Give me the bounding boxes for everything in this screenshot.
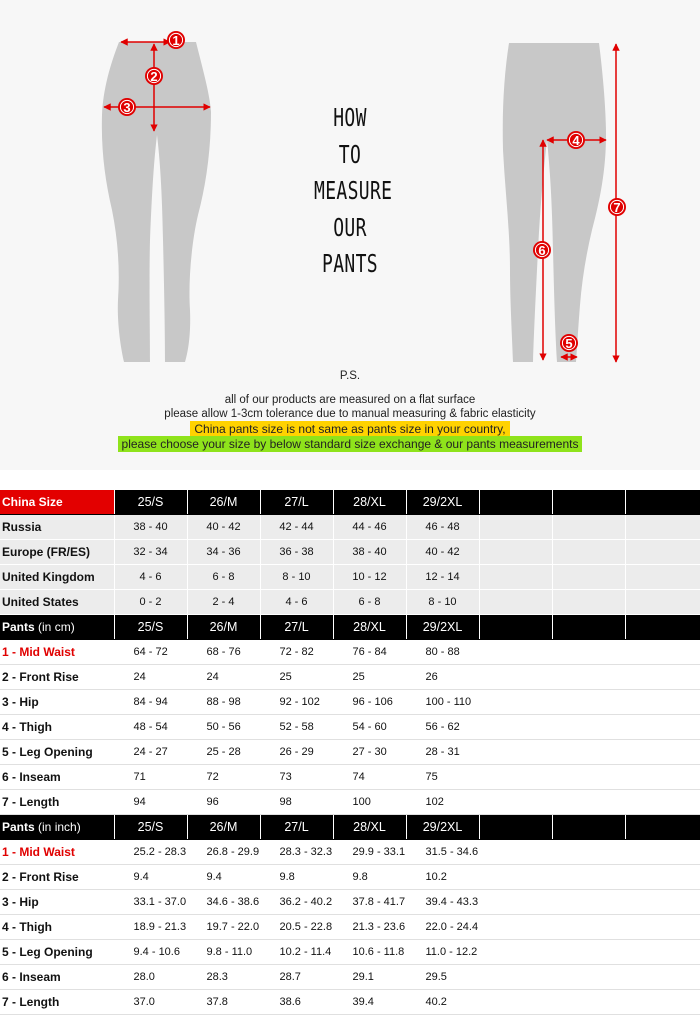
empty-cell — [552, 540, 625, 565]
empty-cell — [479, 940, 552, 965]
empty-cell — [552, 865, 625, 890]
empty-cell — [625, 565, 700, 590]
size-column-header: 27/L — [260, 490, 333, 515]
size-column-header: 27/L — [260, 815, 333, 840]
size-value-cell: 54 - 60 — [333, 715, 406, 740]
row-label: 3 - Hip — [0, 690, 114, 715]
table-row — [0, 915, 700, 940]
size-value-cell: 36 - 38 — [260, 540, 333, 565]
row-label: United States — [0, 590, 114, 615]
size-value-cell: 10.6 - 11.8 — [333, 940, 406, 965]
empty-cell — [479, 840, 552, 865]
size-value-cell: 44 - 46 — [333, 515, 406, 540]
row-label: 7 - Length — [0, 990, 114, 1015]
empty-cell — [479, 865, 552, 890]
row-label: 7 - Length — [0, 790, 114, 815]
size-value-cell: 27 - 30 — [333, 740, 406, 765]
size-value-cell: 26 — [406, 665, 479, 690]
empty-header-cell — [552, 490, 625, 515]
row-label: 2 - Front Rise — [0, 865, 114, 890]
table-row — [0, 840, 700, 865]
empty-cell — [552, 990, 625, 1015]
empty-cell — [479, 915, 552, 940]
size-value-cell: 28.3 - 32.3 — [260, 840, 333, 865]
size-header-row — [0, 490, 700, 515]
empty-cell — [625, 940, 700, 965]
table-row — [0, 765, 700, 790]
empty-cell — [625, 640, 700, 665]
empty-cell — [552, 915, 625, 940]
table-row — [0, 940, 700, 965]
table-row — [0, 790, 700, 815]
size-value-cell: 34.6 - 38.6 — [187, 890, 260, 915]
table-row — [0, 515, 700, 540]
size-value-cell: 25.2 - 28.3 — [114, 840, 187, 865]
empty-cell — [552, 640, 625, 665]
table-row — [0, 690, 700, 715]
size-value-cell: 0 - 2 — [114, 590, 187, 615]
size-value-cell: 75 — [406, 765, 479, 790]
size-value-cell: 28.0 — [114, 965, 187, 990]
empty-cell — [625, 665, 700, 690]
marker-3 — [118, 98, 136, 116]
table-row — [0, 640, 700, 665]
size-table — [0, 490, 700, 1015]
size-value-cell: 25 - 28 — [187, 740, 260, 765]
empty-cell — [625, 990, 700, 1015]
empty-cell — [552, 665, 625, 690]
empty-header-cell — [479, 615, 552, 640]
table-row — [0, 740, 700, 765]
table-row — [0, 665, 700, 690]
front-pants-silhouette — [102, 42, 211, 362]
size-column-header: 25/S — [114, 615, 187, 640]
size-value-cell: 8 - 10 — [260, 565, 333, 590]
size-column-header: 25/S — [114, 815, 187, 840]
empty-cell — [479, 665, 552, 690]
size-value-cell: 37.0 — [114, 990, 187, 1015]
size-header-row — [0, 615, 700, 640]
size-value-cell: 2 - 4 — [187, 590, 260, 615]
size-column-header: 29/2XL — [406, 815, 479, 840]
empty-cell — [552, 790, 625, 815]
table-row — [0, 990, 700, 1015]
size-value-cell: 9.4 - 10.6 — [114, 940, 187, 965]
size-value-cell: 28 - 31 — [406, 740, 479, 765]
size-value-cell: 38.6 — [260, 990, 333, 1015]
marker-label: 6 — [538, 243, 546, 258]
size-value-cell: 39.4 - 43.3 — [406, 890, 479, 915]
size-column-header: 29/2XL — [406, 615, 479, 640]
row-label: 5 - Leg Opening — [0, 740, 114, 765]
size-value-cell: 21.3 - 23.6 — [333, 915, 406, 940]
size-value-cell: 6 - 8 — [333, 590, 406, 615]
table-row — [0, 590, 700, 615]
header-label-text: Pants — [2, 620, 35, 634]
size-value-cell: 9.4 — [114, 865, 187, 890]
size-column-header: 25/S — [114, 490, 187, 515]
how-to-measure-heading — [314, 100, 393, 283]
size-value-cell: 56 - 62 — [406, 715, 479, 740]
heading-line: HOW — [333, 103, 367, 132]
row-label: 1 - Mid Waist — [0, 840, 114, 865]
empty-cell — [552, 740, 625, 765]
empty-cell — [479, 640, 552, 665]
header-label — [0, 815, 114, 840]
empty-header-cell — [552, 615, 625, 640]
empty-header-cell — [625, 490, 700, 515]
empty-cell — [625, 690, 700, 715]
highlight-green — [0, 437, 700, 451]
header-label-text: Pants — [2, 820, 35, 834]
size-value-cell: 25 — [260, 665, 333, 690]
row-label: 3 - Hip — [0, 890, 114, 915]
size-value-cell: 31.5 - 34.6 — [406, 840, 479, 865]
size-column-header: 29/2XL — [406, 490, 479, 515]
empty-header-cell — [625, 615, 700, 640]
size-value-cell: 72 - 82 — [260, 640, 333, 665]
size-value-cell: 68 - 76 — [187, 640, 260, 665]
note-tolerance: please allow 1-3cm tolerance due to manual measuring & fabric elasticity — [164, 408, 536, 420]
empty-cell — [552, 565, 625, 590]
empty-cell — [552, 690, 625, 715]
size-value-cell: 74 — [333, 765, 406, 790]
size-value-cell: 29.1 — [333, 965, 406, 990]
header-label-text: China Size — [2, 495, 63, 509]
size-value-cell: 10 - 12 — [333, 565, 406, 590]
empty-cell — [479, 715, 552, 740]
size-value-cell: 24 - 27 — [114, 740, 187, 765]
size-value-cell: 22.0 - 24.4 — [406, 915, 479, 940]
empty-cell — [552, 715, 625, 740]
size-value-cell: 10.2 - 11.4 — [260, 940, 333, 965]
empty-cell — [625, 890, 700, 915]
marker-1 — [167, 31, 185, 49]
header-unit: (in inch) — [34, 820, 81, 834]
size-value-cell: 96 — [187, 790, 260, 815]
empty-cell — [479, 765, 552, 790]
size-value-cell: 100 — [333, 790, 406, 815]
size-value-cell: 102 — [406, 790, 479, 815]
row-label: 6 - Inseam — [0, 965, 114, 990]
empty-cell — [479, 965, 552, 990]
row-label: 6 - Inseam — [0, 765, 114, 790]
marker-7 — [608, 198, 626, 216]
size-value-cell: 28.7 — [260, 965, 333, 990]
size-value-cell: 52 - 58 — [260, 715, 333, 740]
marker-label: 7 — [613, 200, 621, 215]
empty-header-cell — [625, 815, 700, 840]
highlight-text: please choose your size by below standard size exchange & our pants measurements — [118, 436, 583, 452]
size-column-header: 26/M — [187, 615, 260, 640]
size-value-cell: 26.8 - 29.9 — [187, 840, 260, 865]
size-value-cell: 40.2 — [406, 990, 479, 1015]
empty-cell — [625, 765, 700, 790]
empty-cell — [479, 690, 552, 715]
size-value-cell: 38 - 40 — [333, 540, 406, 565]
size-value-cell: 4 - 6 — [260, 590, 333, 615]
size-value-cell: 94 — [114, 790, 187, 815]
empty-cell — [552, 590, 625, 615]
marker-4 — [567, 131, 585, 149]
size-value-cell: 18.9 - 21.3 — [114, 915, 187, 940]
highlight-text: China pants size is not same as pants size in your country, — [190, 421, 509, 437]
empty-cell — [625, 840, 700, 865]
header-unit: (in cm) — [34, 620, 75, 634]
size-value-cell: 33.1 - 37.0 — [114, 890, 187, 915]
empty-cell — [479, 540, 552, 565]
empty-header-cell — [552, 815, 625, 840]
size-value-cell: 38 - 40 — [114, 515, 187, 540]
empty-cell — [479, 515, 552, 540]
row-label: Russia — [0, 515, 114, 540]
heading-line: MEASURE — [314, 176, 393, 205]
size-value-cell: 9.8 - 11.0 — [187, 940, 260, 965]
empty-cell — [625, 915, 700, 940]
size-value-cell: 34 - 36 — [187, 540, 260, 565]
row-label: 4 - Thigh — [0, 715, 114, 740]
table-row — [0, 540, 700, 565]
empty-cell — [479, 740, 552, 765]
size-value-cell: 73 — [260, 765, 333, 790]
marker-label: 2 — [150, 69, 158, 84]
table-row — [0, 715, 700, 740]
size-value-cell: 26 - 29 — [260, 740, 333, 765]
highlight-yellow — [0, 422, 700, 436]
empty-cell — [552, 940, 625, 965]
size-column-header: 28/XL — [333, 490, 406, 515]
size-column-header: 26/M — [187, 815, 260, 840]
ps-label: P.S. — [339, 370, 361, 382]
empty-cell — [479, 590, 552, 615]
size-value-cell: 92 - 102 — [260, 690, 333, 715]
marker-label: 4 — [572, 133, 580, 148]
size-value-cell: 11.0 - 12.2 — [406, 940, 479, 965]
row-label: United Kingdom — [0, 565, 114, 590]
size-value-cell: 50 - 56 — [187, 715, 260, 740]
size-value-cell: 42 - 44 — [260, 515, 333, 540]
size-value-cell: 40 - 42 — [406, 540, 479, 565]
empty-cell — [479, 565, 552, 590]
empty-header-cell — [479, 490, 552, 515]
marker-label: 5 — [565, 336, 573, 351]
heading-line: TO — [338, 139, 362, 169]
empty-cell — [552, 890, 625, 915]
measurement-guide — [0, 0, 700, 470]
size-value-cell: 36.2 - 40.2 — [260, 890, 333, 915]
size-value-cell: 25 — [333, 665, 406, 690]
empty-cell — [552, 515, 625, 540]
empty-cell — [625, 740, 700, 765]
size-value-cell: 28.3 — [187, 965, 260, 990]
size-value-cell: 24 — [187, 665, 260, 690]
size-value-cell: 9.8 — [260, 865, 333, 890]
table-row — [0, 965, 700, 990]
marker-2 — [145, 67, 163, 85]
row-label: 2 - Front Rise — [0, 665, 114, 690]
size-value-cell: 29.5 — [406, 965, 479, 990]
header-label — [0, 490, 114, 515]
side-pants-silhouette — [503, 43, 606, 362]
size-value-cell: 64 - 72 — [114, 640, 187, 665]
row-label: 5 - Leg Opening — [0, 940, 114, 965]
size-value-cell: 40 - 42 — [187, 515, 260, 540]
size-value-cell: 29.9 - 33.1 — [333, 840, 406, 865]
size-value-cell: 76 - 84 — [333, 640, 406, 665]
row-label: 1 - Mid Waist — [0, 640, 114, 665]
size-column-header: 26/M — [187, 490, 260, 515]
marker-label: 3 — [123, 100, 131, 115]
size-value-cell: 9.8 — [333, 865, 406, 890]
size-value-cell: 32 - 34 — [114, 540, 187, 565]
size-value-cell: 46 - 48 — [406, 515, 479, 540]
marker-5 — [560, 334, 578, 352]
size-column-header: 28/XL — [333, 615, 406, 640]
heading-line: OUR — [333, 212, 367, 242]
size-header-row — [0, 815, 700, 840]
size-value-cell: 37.8 - 41.7 — [333, 890, 406, 915]
empty-cell — [479, 790, 552, 815]
size-value-cell: 8 - 10 — [406, 590, 479, 615]
size-value-cell: 80 - 88 — [406, 640, 479, 665]
size-value-cell: 10.2 — [406, 865, 479, 890]
marker-label: 1 — [172, 33, 180, 48]
size-value-cell: 72 — [187, 765, 260, 790]
heading-line: PANTS — [321, 249, 378, 278]
empty-cell — [552, 840, 625, 865]
empty-cell — [552, 965, 625, 990]
size-value-cell: 96 - 106 — [333, 690, 406, 715]
empty-cell — [625, 540, 700, 565]
size-value-cell: 4 - 6 — [114, 565, 187, 590]
empty-cell — [479, 990, 552, 1015]
size-value-cell: 37.8 — [187, 990, 260, 1015]
size-value-cell: 12 - 14 — [406, 565, 479, 590]
table-row — [0, 565, 700, 590]
size-value-cell: 24 — [114, 665, 187, 690]
row-label: 4 - Thigh — [0, 915, 114, 940]
note-flat-surface: all of our products are measured on a flat surface — [224, 394, 476, 406]
size-value-cell: 9.4 — [187, 865, 260, 890]
size-column-header: 28/XL — [333, 815, 406, 840]
size-value-cell: 48 - 54 — [114, 715, 187, 740]
size-column-header: 27/L — [260, 615, 333, 640]
empty-cell — [625, 590, 700, 615]
empty-cell — [479, 890, 552, 915]
empty-cell — [552, 765, 625, 790]
empty-cell — [625, 790, 700, 815]
size-value-cell: 98 — [260, 790, 333, 815]
size-value-cell: 88 - 98 — [187, 690, 260, 715]
size-value-cell: 100 - 110 — [406, 690, 479, 715]
table-row — [0, 890, 700, 915]
size-value-cell: 19.7 - 22.0 — [187, 915, 260, 940]
table-row — [0, 865, 700, 890]
row-label: Europe (FR/ES) — [0, 540, 114, 565]
empty-cell — [625, 715, 700, 740]
size-value-cell: 6 - 8 — [187, 565, 260, 590]
marker-6 — [533, 241, 551, 259]
empty-cell — [625, 965, 700, 990]
header-label — [0, 615, 114, 640]
empty-header-cell — [479, 815, 552, 840]
empty-cell — [625, 865, 700, 890]
size-value-cell: 84 - 94 — [114, 690, 187, 715]
size-value-cell: 20.5 - 22.8 — [260, 915, 333, 940]
empty-cell — [625, 515, 700, 540]
size-value-cell: 39.4 — [333, 990, 406, 1015]
size-value-cell: 71 — [114, 765, 187, 790]
